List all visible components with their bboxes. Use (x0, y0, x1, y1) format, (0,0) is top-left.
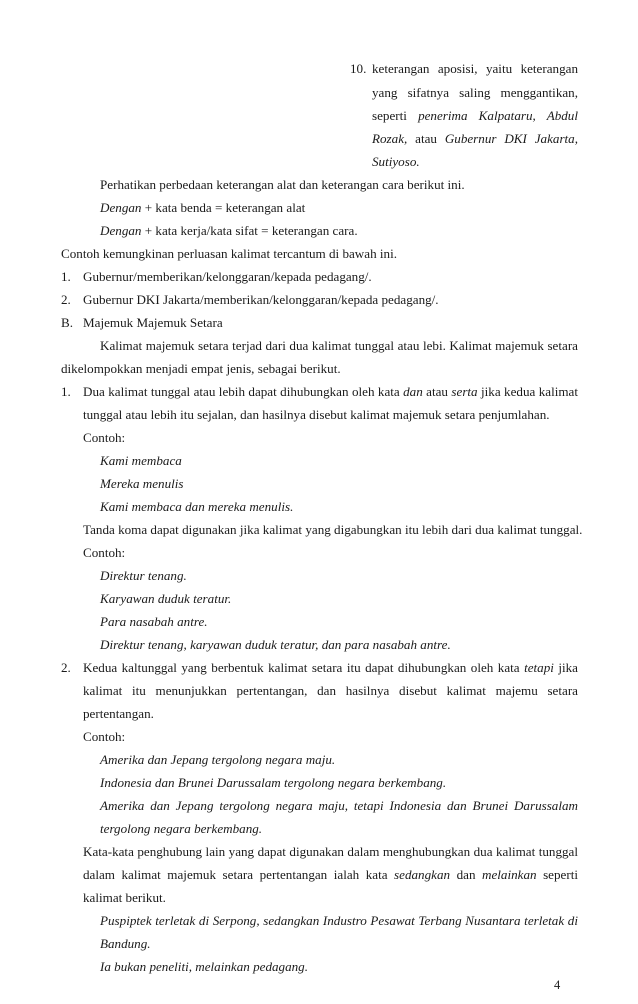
point1-example-7: Direktur tenang, karyawan duduk teratur, dan para nasabah antre. (100, 637, 451, 652)
list1-item-2: Gubernur DKI Jakarta/memberikan/kelonggaran/kepada pedagang/. (83, 292, 439, 307)
point1-example-6: Para nasabah antre. (100, 614, 208, 629)
point1-example-1: Kami membaca (100, 453, 182, 468)
point1-example-5: Karyawan duduk teratur. (100, 591, 232, 606)
point2-line-2: kalimat itu menunjukkan pertentangan, dan hasilnya disebut kalimat majemu setara (83, 683, 578, 698)
list1-item-1: Gubernur/memberikan/kelonggaran/kepada pedagang/. (83, 269, 372, 284)
point1-example-4: Direktur tenang. (100, 568, 187, 583)
point2-example-2: Indonesia dan Brunei Darussalam tergolong negara berkembang. (100, 775, 447, 790)
point2-contoh: Contoh: (83, 729, 126, 744)
item-10-line-2: yang sifatnya saling menggantikan, (372, 85, 578, 100)
dengan-kerja-line: Dengan + kata kerja/kata sifat = keterangan cara. (100, 223, 358, 238)
perhatikan-text: Perhatikan perbedaan keterangan alat dan keterangan cara berikut ini. (100, 177, 465, 192)
point2-kata-line-1: Kata-kata penghubung lain yang dapat digunakan dalam menghubungkan dua kalimat tunggal (83, 844, 578, 859)
point2-example-1: Amerika dan Jepang tergolong negara maju. (100, 752, 336, 767)
point2-example-5: Ia bukan peneliti, melainkan pedagang. (100, 959, 308, 974)
list1-number-1: 1. (61, 269, 71, 284)
item-10-line-3: seperti penerima Kalpataru, Abdul (372, 108, 578, 123)
point1-example-2: Mereka menulis (100, 476, 184, 491)
point1-number: 1. (61, 384, 71, 399)
list1-number-2: 2. (61, 292, 71, 307)
item-10-line-5: Sutiyoso. (372, 154, 420, 169)
item-10-line-4: Rozak, atau Gubernur DKI Jakarta, (372, 131, 578, 146)
point2-example-3-line-1: Amerika dan Jepang tergolong negara maju, tetapi Indonesia dan Brunei Darussalam (100, 798, 578, 813)
para-b-line-2: dikelompokkan menjadi empat jenis, sebagai berikut. (61, 361, 341, 376)
point1-line-2: tunggal atau lebih itu sejalan, dan hasilnya disebut kalimat majemuk setara penjumlahan. (83, 407, 550, 422)
point2-line-1: Kedua kaltunggal yang berbentuk kalimat setara itu dapat dihubungkan oleh kata tetapi jika (83, 660, 578, 675)
section-b-heading: Majemuk Majemuk Setara (83, 315, 223, 330)
point1-example-3: Kami membaca dan mereka menulis. (100, 499, 294, 514)
point2-example-4-line-2: Bandung. (100, 936, 151, 951)
item-10-line-1: keterangan aposisi, yaitu keterangan (372, 61, 578, 76)
item-10-number: 10. (350, 61, 367, 76)
point1-contoh: Contoh: (83, 430, 126, 445)
contoh-kemungkinan-text: Contoh kemungkinan perluasan kalimat tercantum di bawah ini. (61, 246, 397, 261)
para-b-line-1: Kalimat majemuk setara terjad dari dua kalimat tunggal atau lebi. Kalimat majemuk setara (100, 338, 578, 353)
page-number: 4 (554, 978, 561, 992)
point1-tanda-koma: Tanda koma dapat digunakan jika kalimat yang digabungkan itu lebih dari dua kalimat tunggal. (83, 522, 583, 537)
section-b-letter: B. (61, 315, 74, 330)
dengan-benda-line: Dengan + kata benda = keterangan alat (100, 200, 306, 215)
point2-line-3: pertentangan. (83, 706, 154, 721)
point1-contoh-2: Contoh: (83, 545, 126, 560)
point2-kata-line-2: dalam kalimat majemuk setara pertentangan ialah kata sedangkan dan melainkan seperti (83, 867, 578, 882)
point1-line-1: Dua kalimat tunggal atau lebih dapat dihubungkan oleh kata dan atau serta jika kedua kalimat (83, 384, 578, 399)
point2-number: 2. (61, 660, 71, 675)
point2-example-4-line-1: Puspiptek terletak di Serpong, sedangkan Industro Pesawat Terbang Nusantara terletak di (100, 913, 578, 928)
point2-example-3-line-2: tergolong negara berkembang. (100, 821, 263, 836)
point2-kata-line-3: kalimat berikut. (83, 890, 166, 905)
